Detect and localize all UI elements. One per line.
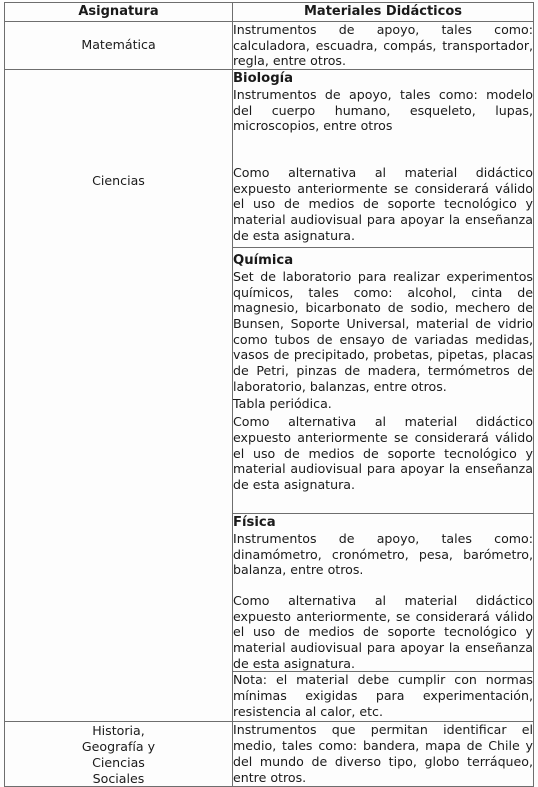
materials-table	[4, 2, 534, 787]
subject-matematica: Matemática	[81, 37, 156, 52]
materials-cell-biologia	[233, 70, 534, 248]
ciencias-nota: Nota: el material debe cumplir con normas mínimas exigidas para experimentación, resistencia al calor, etc.	[233, 672, 533, 719]
quimica-alternative: Como alternativa al material didáctico expuesto anteriormente se considerará válido el uso de medios de soporte tecnológico y material audiovisual para apoyar la enseñanza de esta asignatura.	[233, 414, 533, 492]
historia-text: Instrumentos que permitan identificar el medio, tales como: bandera, mapa de Chile y del mundo de diverso tipo, globo terráqueo, entre otros.	[233, 722, 533, 785]
subject-cell-historia	[5, 722, 233, 787]
biologia-title: Biología	[233, 71, 294, 87]
fisica-alternative: Como alternativa al material didáctico expuesto anteriormente, se considerará válido el uso de medios de soporte tecnológico y material audiovisual para apoyar la enseñanza de esta asignatura.	[233, 592, 533, 671]
materials-cell-quimica	[233, 248, 534, 514]
materials-cell-nota	[233, 672, 534, 722]
quimica-text: Set de laboratorio para realizar experimentos químicos, tales como: alcohol, cinta de magnesio, bicarbonato de sodio, mechero de Bunsen, Soporte Universal, material de vidrio como tubos de ensayo de variadas medidas, vasos de precipitado, probetas, pipetas, placas de Petri, pinzas de madera, termómetros de laboratorio, balanzas, entre otros.	[233, 268, 533, 394]
fisica-title: Física	[233, 515, 276, 531]
biologia-alternative: Como alternativa al material didáctico expuesto anteriormente se considerará válido el uso de medios de soporte tecnológico y material audiovisual para apoyar la enseñanza de esta asignatura.	[233, 164, 533, 243]
fisica-text: Instrumentos de apoyo, tales como: dinamómetro, cronómetro, pesa, barómetro, balanza, entre otros.	[233, 530, 533, 578]
quimica-title: Química	[233, 253, 294, 269]
subject-historia: Historia, Geografía y Ciencias Sociales	[81, 723, 156, 786]
materials-cell-historia	[233, 722, 534, 787]
biologia-text: Instrumentos de apoyo, tales como: modelo del cuerpo humano, esqueleto, lupas, microscopios, entre otros	[233, 86, 533, 134]
materials-matematica-text: Instrumentos de apoyo, tales como: calculadora, escuadra, compás, transportador, regla, entre otros.	[233, 22, 533, 69]
materials-cell-matematica	[233, 22, 534, 70]
header-asignatura: Asignatura	[5, 3, 233, 22]
table-row-ciencias-biologia	[5, 70, 534, 248]
materials-cell-fisica	[233, 514, 534, 672]
subject-cell-ciencias	[5, 70, 233, 722]
table-row-historia	[5, 722, 534, 787]
subject-cell	[5, 22, 233, 70]
header-materiales: Materiales Didácticos	[233, 3, 534, 22]
table-row-matematica	[5, 22, 534, 70]
table-header-row	[5, 3, 534, 22]
subject-ciencias: Ciencias	[92, 173, 145, 189]
quimica-tabla: Tabla periódica.	[233, 396, 332, 412]
